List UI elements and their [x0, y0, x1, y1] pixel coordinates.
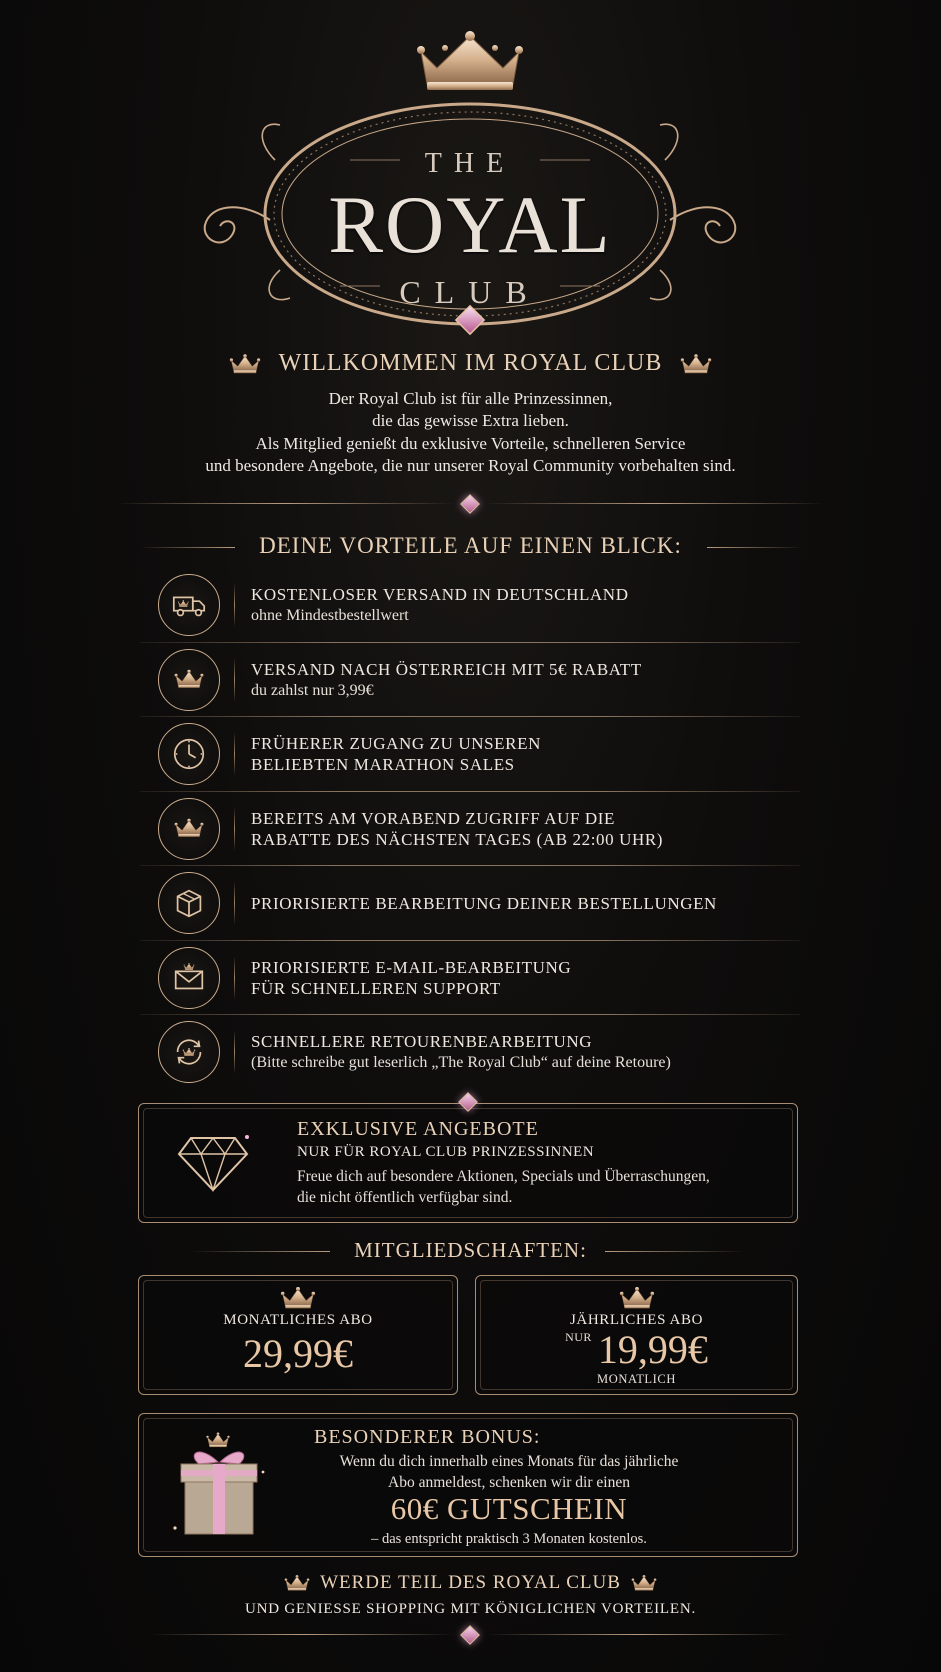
logo-the: THE [424, 148, 516, 179]
royal-club-logo [200, 30, 740, 340]
benefit-item [140, 866, 800, 941]
benefit-item [140, 568, 800, 643]
welcome-line: die das gewisse Extra lieben. [372, 411, 569, 430]
plan-monthly-label: MONATLICHES ABO [223, 1312, 373, 1328]
welcome-line: Als Mitglied genießt du exklusive Vorteile, schnelleren Service [255, 433, 686, 453]
benefit-title: SCHNELLERE RETOURENBEARBEITUNG [251, 1032, 593, 1052]
plan-yearly-prefix: NUR [565, 1330, 592, 1344]
bonus-line: Abo anmeldest, schenken wir dir einen [388, 1474, 630, 1491]
welcome-title: WILLKOMMEN IM ROYAL CLUB [278, 350, 663, 376]
memberships-heading [0, 1238, 941, 1263]
benefit-subtitle: RABATTE DES NÄCHSTEN TAGES (AB 22:00 UHR) [251, 829, 664, 849]
clock-icon [158, 723, 220, 785]
footer-subtitle: UND GENIESSE SHOPPING MIT KÖNIGLICHEN VORTEILEN. [244, 1601, 697, 1617]
delivery-truck-icon [158, 574, 220, 636]
plan-yearly-card[interactable] [475, 1275, 798, 1395]
benefits-heading-text: DEINE VORTEILE AUF EINEN BLICK: [259, 533, 682, 558]
crown-icon [158, 649, 220, 711]
diamond-icon [177, 1134, 249, 1194]
bonus-voucher: 60€ GUTSCHEIN [390, 1491, 628, 1526]
envelope-icon [158, 947, 220, 1009]
crown-icon [158, 798, 220, 860]
benefit-item [140, 941, 800, 1016]
plan-monthly-card[interactable] [138, 1275, 458, 1395]
plan-yearly-price-row [476, 1326, 797, 1373]
bonus-title: BESONDERER BONUS: [314, 1426, 541, 1448]
gem-icon [460, 1625, 480, 1645]
benefit-title: BEREITS AM VORABEND ZUGRIFF AUF DIE [251, 808, 616, 828]
exclusive-line: Freue dich auf besondere Aktionen, Specials und Überraschungen, [297, 1168, 710, 1185]
footer-heading [284, 1572, 657, 1594]
exclusive-line: die nicht öffentlich verfügbar sind. [297, 1189, 513, 1206]
benefit-title: VERSAND NACH ÖSTERREICH MIT 5€ RABATT [251, 659, 642, 679]
benefit-subtitle: FÜR SCHNELLEREN SUPPORT [251, 978, 501, 998]
benefit-title: FRÜHERER ZUGANG ZU UNSEREN [251, 734, 541, 754]
welcome-line: und besondere Angebote, die nur unserer Royal Community vorbehalten sind. [205, 456, 736, 475]
benefit-subtitle: du zahlst nur 3,99€ [251, 681, 374, 699]
plan-yearly-period: MONATLICH [596, 1372, 676, 1386]
crown-icon [284, 1574, 310, 1592]
benefit-subtitle: BELIEBTEN MARATHON SALES [251, 755, 515, 775]
welcome-section [0, 350, 941, 478]
separator [115, 494, 825, 514]
welcome-text [0, 388, 941, 478]
crown-icon [680, 353, 712, 375]
benefits-list [140, 568, 800, 1090]
footer-section [0, 1572, 941, 1618]
benefit-item [140, 717, 800, 792]
crown-icon [280, 1286, 316, 1310]
benefit-title: PRIORISIERTE BEARBEITUNG DEINER BESTELLUNGEN [251, 893, 717, 913]
welcome-heading [229, 350, 713, 377]
footer-title: WERDE TEIL DES ROYAL CLUB [320, 1572, 621, 1593]
plan-monthly-price: 29,99€ [243, 1331, 353, 1376]
gift-box-icon [169, 1432, 269, 1542]
package-icon [158, 872, 220, 934]
benefit-item [140, 1015, 800, 1090]
crown-icon [619, 1286, 655, 1310]
bonus-text [299, 1451, 719, 1493]
benefits-heading [0, 533, 941, 559]
memberships-heading-text: MITGLIEDSCHAFTEN: [354, 1238, 587, 1262]
welcome-line: Der Royal Club ist für alle Prinzessinnen, [328, 388, 613, 408]
bonus-note: – das entspricht praktisch 3 Monaten kostenlos. [371, 1531, 647, 1547]
return-arrows-icon [158, 1021, 220, 1083]
bonus-line: Wenn du dich innerhalb eines Monats für das jährliche [339, 1453, 679, 1470]
exclusive-text [297, 1166, 710, 1208]
benefit-subtitle: (Bitte schreibe gut leserlich „The Royal Club“ auf deine Retoure) [251, 1054, 671, 1072]
plan-yearly-price: 19,99€ [597, 1327, 708, 1372]
crown-icon [229, 353, 261, 375]
benefit-title: PRIORISIERTE E-MAIL-BEARBEITUNG [251, 957, 572, 977]
benefit-title: KOSTENLOSER VERSAND IN DEUTSCHLAND [251, 585, 629, 605]
benefit-subtitle: ohne Mindestbestellwert [251, 607, 409, 625]
crown-icon [631, 1574, 657, 1592]
benefit-item [140, 792, 800, 867]
separator [150, 1625, 790, 1645]
gem-icon [460, 494, 480, 514]
exclusive-offers-box [138, 1103, 798, 1223]
logo-club: CLUB [399, 274, 541, 310]
exclusive-title: EXKLUSIVE ANGEBOTE [297, 1118, 539, 1140]
gem-icon [458, 1092, 478, 1112]
exclusive-subtitle: NUR FÜR ROYAL CLUB PRINZESSINNEN [297, 1144, 595, 1160]
plan-yearly-label: JÄHRLICHES ABO [570, 1312, 703, 1328]
benefit-item [140, 643, 800, 718]
logo-royal: ROYAL [328, 179, 612, 270]
bonus-box [138, 1413, 798, 1557]
